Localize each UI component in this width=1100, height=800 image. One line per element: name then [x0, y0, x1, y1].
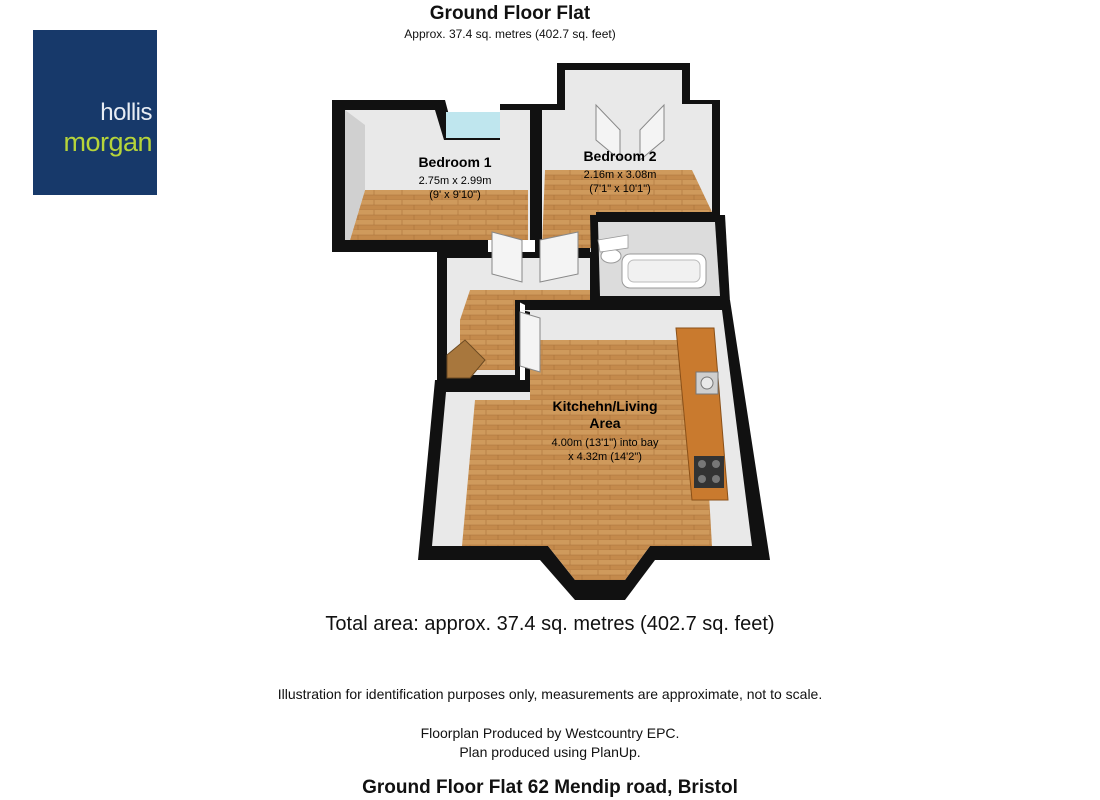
bedroom-2-dim-imperial: (7'1" x 10'1")	[589, 183, 651, 195]
hall-door-bedroom-1	[492, 232, 522, 282]
kitchen-label-line1: Kitchehn/Living	[552, 398, 658, 414]
floorplan-credit: Floorplan Produced by Westcountry EPC.	[420, 725, 680, 741]
bedroom-1-window	[446, 112, 500, 138]
hob	[694, 456, 724, 488]
bedroom-2-dim-metric: 2.16m x 3.08m	[583, 169, 657, 181]
bedroom-2-label: Bedroom 2	[583, 148, 657, 164]
property-address: Ground Floor Flat 62 Mendip road, Bristol	[362, 777, 738, 798]
logo-text-hollis: hollis	[100, 99, 152, 126]
planup-credit: Plan produced using PlanUp.	[459, 744, 641, 760]
logo-text-morgan: morgan	[63, 127, 152, 157]
plan-title: Ground Floor Flat	[429, 3, 591, 24]
kitchen-label-line2: Area	[589, 415, 621, 431]
total-area: Total area: approx. 37.4 sq. metres (402.7 sq. feet)	[325, 613, 775, 635]
kitchen-door	[520, 312, 540, 372]
kitchen-dim-line2: x 4.32m (14'2")	[568, 451, 642, 463]
hall-door-bedroom-2	[540, 232, 578, 282]
bedroom-1-label: Bedroom 1	[418, 154, 492, 170]
bedroom-1-dim-imperial: (9' x 9'10")	[429, 189, 481, 201]
disclaimer: Illustration for identification purposes only, measurements are approximate, not to scale.	[277, 686, 823, 702]
bathroom	[590, 215, 730, 302]
kitchen-dim-line1: 4.00m (13'1") into bay	[551, 437, 659, 449]
bedroom-1-dim-metric: 2.75m x 2.99m	[418, 175, 492, 187]
plan-subtitle: Approx. 37.4 sq. metres (402.7 sq. feet)	[404, 27, 616, 41]
